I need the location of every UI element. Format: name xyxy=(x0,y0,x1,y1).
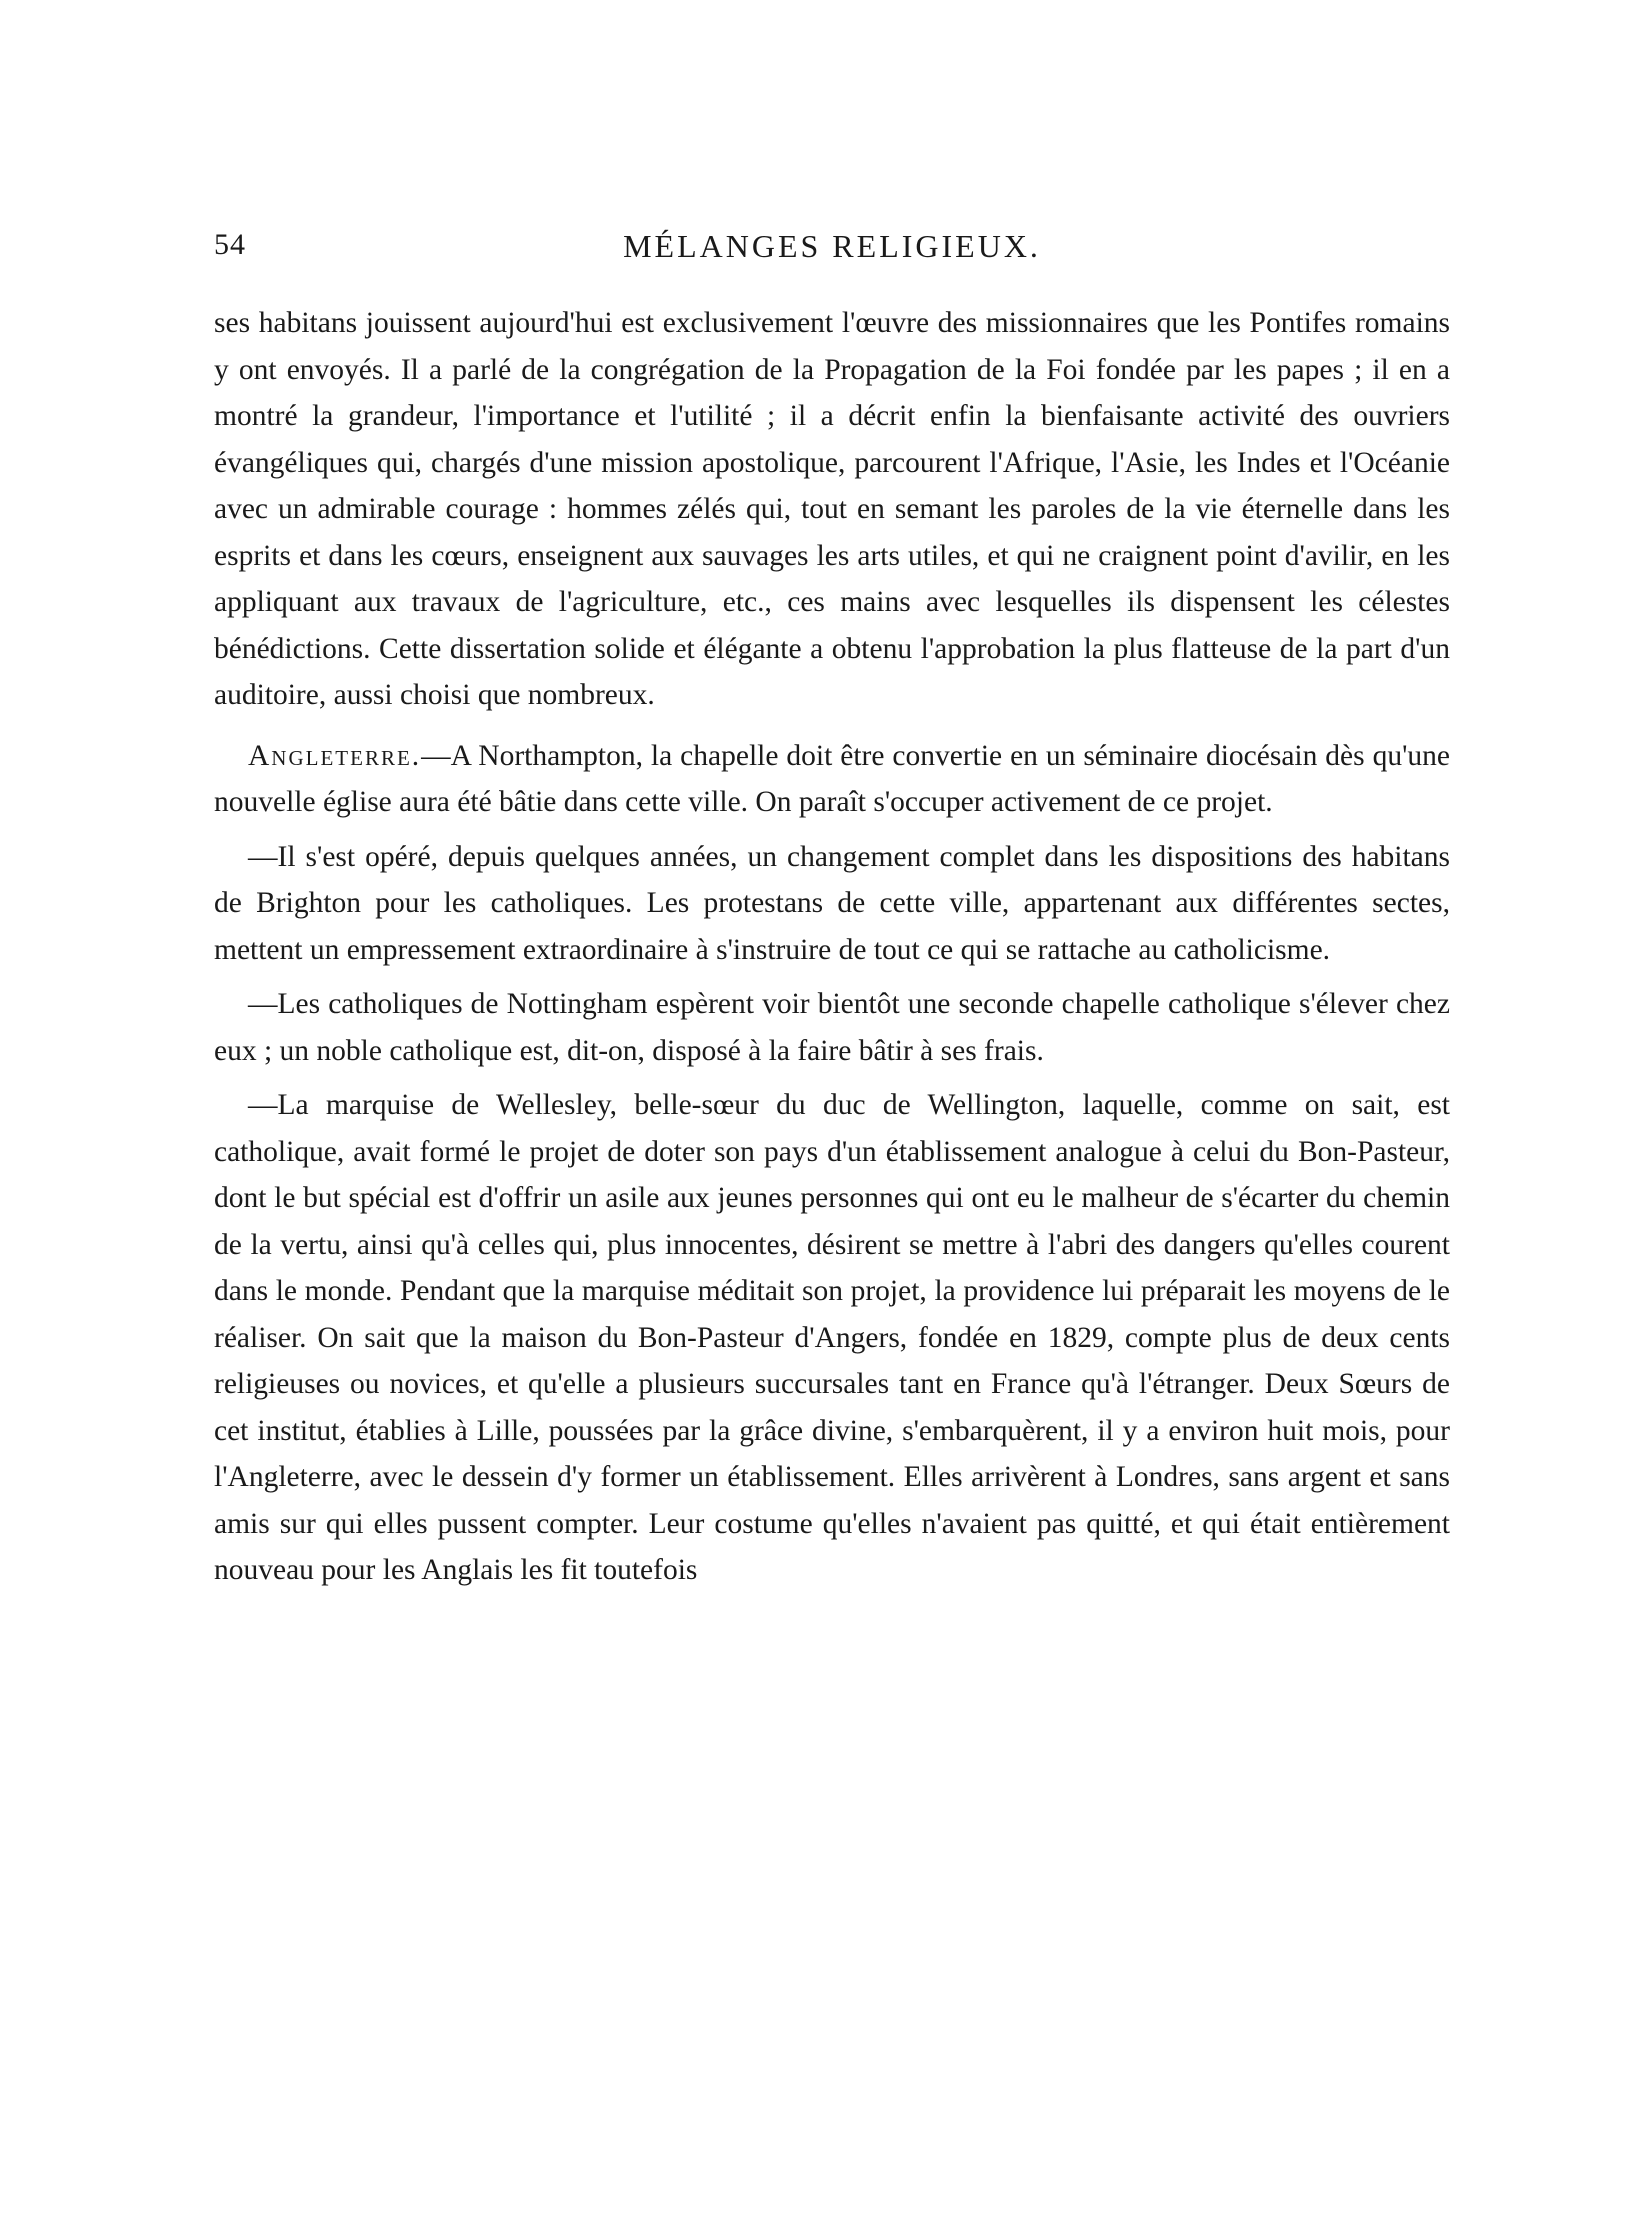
body-text xyxy=(214,300,1450,1594)
paragraph-brighton xyxy=(214,834,1450,974)
paragraph-text: —Les catholiques de Nottingham espèrent voir bientôt une seconde chapelle catholique s'élever chez eux ; un noble catholique est, dit-on, disposé à la faire bâtir à ses frais. xyxy=(214,988,1450,1067)
running-title: MÉLANGES RELIGIEUX. xyxy=(623,228,1041,264)
section-heading: Angleterre. xyxy=(248,739,422,772)
page-header xyxy=(214,228,1450,272)
paragraph-text: —La marquise de Wellesley, belle-sœur du duc de Wellington, laquelle, comme on sait, est catholique, avait formé le projet de doter son pays d'un établissement analogue à celui du Bon-Pasteur, dont le but spécial est d'offrir un asile aux jeunes personnes qui ont eu le malheur de s'écarter du chemin de la vertu, ainsi qu'à celles qui, plus innocentes, désirent se mettre à l'abri des dangers qu'elles courent dans le monde. Pendant que la marquise méditait son projet, la providence lui préparait les moyens de le réaliser. On sait que la maison du Bon-Pasteur d'Angers, fondée en 1829, compte plus de deux cents religieuses ou novices, et qu'elle a plusieurs succursales tant en France qu'à l'étranger. Deux Sœurs de cet institut, établies à Lille, poussées par la grâce divine, s'embarquèrent, il y a environ huit mois, pour l'Angleterre, avec le dessein d'y former un établissement. Elles arrivèrent à Londres, sans argent et sans amis sur qui elles pussent compter. Leur costume qu'elles n'avaient pas quitté, et qui était entièrement nouveau pour les Anglais les fit toutefois xyxy=(214,1089,1450,1586)
paragraph-nottingham xyxy=(214,981,1450,1074)
paragraph-continuation xyxy=(214,300,1450,719)
paragraph-text: —A Northampton, la chapelle doit être convertie en un séminaire diocésain dès qu'une nouvelle église aura été bâtie dans cette ville. On paraît s'occuper activement de ce projet. xyxy=(214,739,1450,818)
page-number: 54 xyxy=(214,228,246,261)
paragraph-text: —Il s'est opéré, depuis quelques années, un changement complet dans les dispositions des habitans de Brighton pour les catholiques. Les protestans de cette ville, appartenant aux différentes sectes, mettent un empressement extraordinaire à s'instruire de tout ce qui se rattache au catholicisme. xyxy=(214,840,1450,966)
paragraph-text: ses habitans jouissent aujourd'hui est exclusivement l'œuvre des missionnaires que les Pontifes romains y ont envoyés. Il a parlé de la congrégation de la Propagation de la Foi fondée par les papes ; il en a montré la grandeur, l'importance et l'utilité ; il a décrit enfin la bienfaisante activité des ouvriers évangéliques qui, chargés d'une mission apostolique, parcourent l'Afrique, l'Asie, les Indes et l'Océanie avec un admirable courage : hommes zélés qui, tout en semant les paroles de la vie éternelle dans les esprits et dans les cœurs, enseignent aux sauvages les arts utiles, et qui ne craignent point d'avilir, en les appliquant aux travaux de l'agriculture, etc., ces mains avec lesquelles ils dispensent les célestes bénédictions. Cette dissertation solide et élégante a obtenu l'approbation la plus flatteuse de la part d'un auditoire, aussi choisi que nombreux. xyxy=(214,307,1450,711)
paragraph-wellesley xyxy=(214,1082,1450,1594)
paragraph-angleterre xyxy=(214,733,1450,826)
